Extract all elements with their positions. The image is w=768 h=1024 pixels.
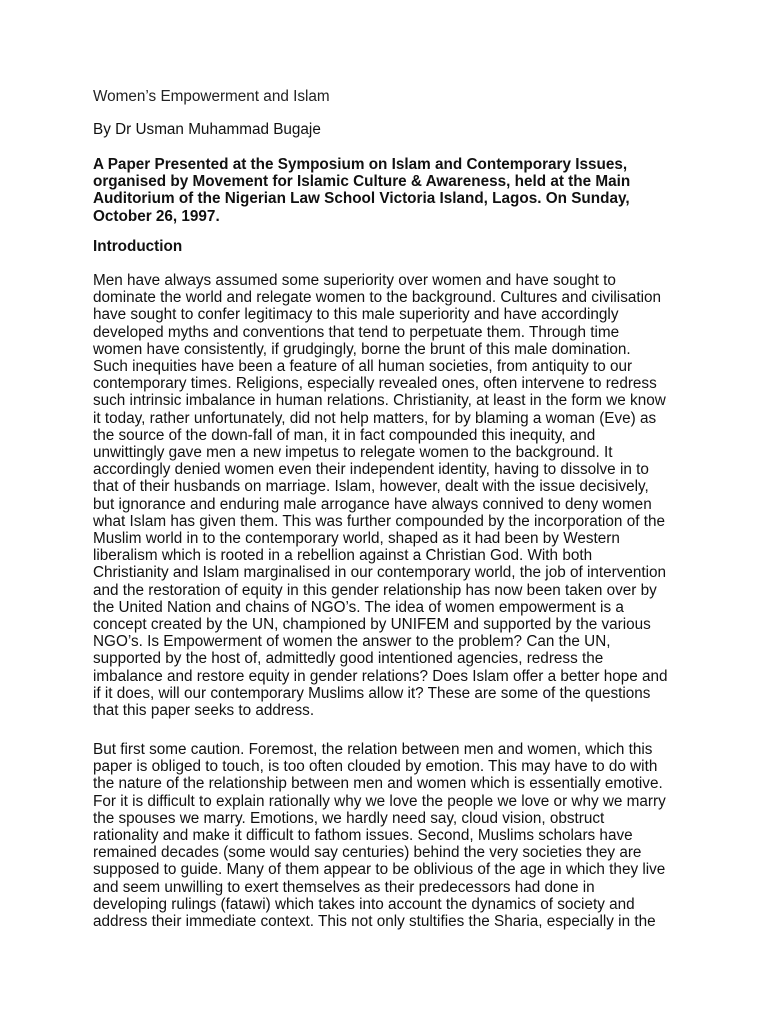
- document-subtitle: A Paper Presented at the Symposium on Islam and Contemporary Issues, organised by Movement for Islamic Culture & Awareness, held at the Main Auditorium of the Nigerian Law School Victoria Island, Lagos. On Sunday, October 26, 1997.: [93, 156, 631, 225]
- section-heading-introduction: Introduction: [93, 238, 183, 255]
- paragraph-2: But first some caution. Foremost, the relation between men and women, which this paper is obliged to touch, is too often clouded by emotion. This may have to do with the nature of the relationship between men and women which is essentially emotive. For it is difficult to explain rationally why we love the people we love or why we marry the spouses we marry. Emotions, we hardly need say, cloud vision, obstruct rationality and make it difficult to fathom issues. Second, Muslims scholars have remained decades (some would say centuries) behind the very societies they are supposed to guide. Many of them appear to be oblivious of the age in which they live and seem unwilling to exert themselves as their predecessors had done in developing rulings (fatawi) which takes into account the dynamics of society and address their immediate context. This not only stultifies the Sharia, especially in the: [93, 741, 666, 931]
- document-author: By Dr Usman Muhammad Bugaje: [93, 121, 321, 138]
- paragraph-1: Men have always assumed some superiority over women and have sought to dominate the world and relegate women to the background. Cultures and civilisation have sought to confer legitimacy to this male superiority and have accordingly developed myths and conventions that tend to perpetuate them. Through time women have consistently, if grudgingly, borne the brunt of this male domination. Such inequities have been a feature of all human societies, from antiquity to our contemporary times. Religions, especially revealed ones, often intervene to redress such intrinsic imbalance in human relations. Christianity, at least in the form we know it today, rather unfortunately, did not help matters, for by blaming a woman (Eve) as the source of the down-fall of man, it in fact compounded this inequity, and unwittingly gave men a new impetus to relegate women to the background. It accordingly denied women even their independent identity, having to dissolve in to that of their husbands on marriage. Islam, however, dealt with the issue decisively, but ignorance and enduring male arrogance have always connived to deny women what Islam has given them. This was further compounded by the incorporation of the Muslim world in to the contemporary world, shaped as it had been by Western liberalism which is rooted in a rebellion against a Christian God. With both Christianity and Islam marginalised in our contemporary world, the job of intervention and the restoration of equity in this gender relationship has now been taken over by the United Nation and chains of NGO’s. The idea of women empowerment is a concept created by the UN, championed by UNIFEM and supported by the various NGO’s. Is Empowerment of women the answer to the problem? Can the UN, supported by the host of, admittedly good intentioned agencies, redress the imbalance and restore equity in gender relations? Does Islam offer a better hope and if it does, will our contemporary Muslims allow it? These are some of the questions that this paper seeks to address.: [93, 272, 668, 720]
- document-title: Women’s Empowerment and Islam: [93, 88, 330, 105]
